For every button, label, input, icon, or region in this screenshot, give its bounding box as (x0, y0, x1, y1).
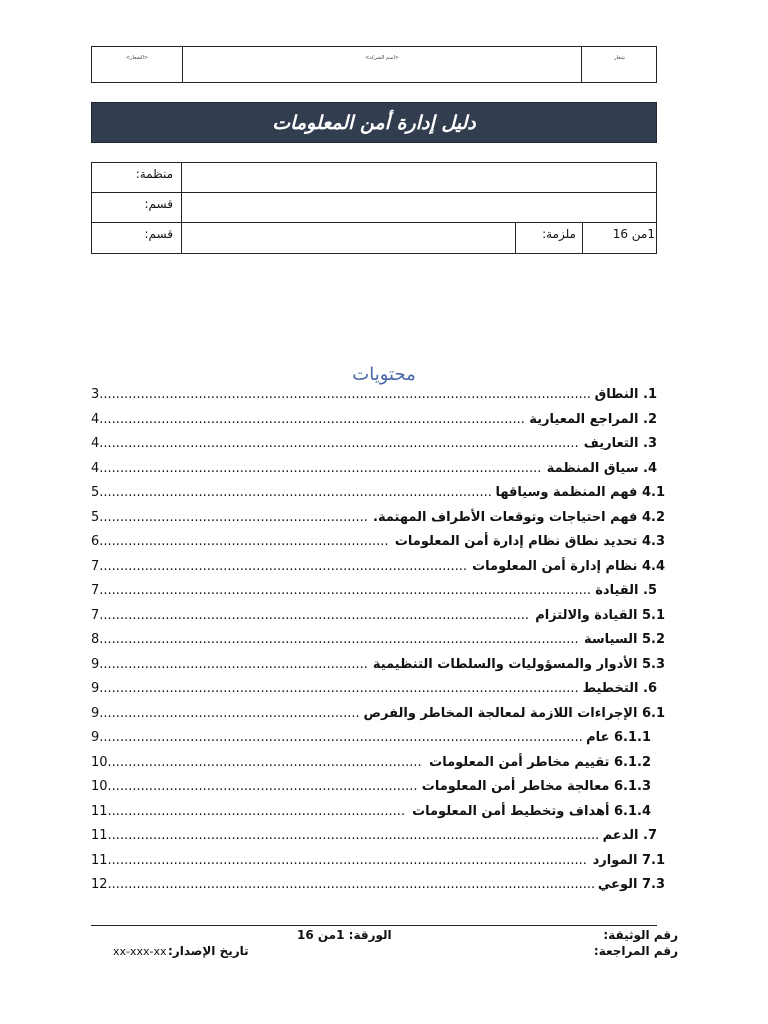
dot-leader: ..................................................................................................................... (99, 730, 583, 745)
organization-label: منظمة: (92, 163, 182, 192)
dot-leader: ....................................................................................................................... (99, 583, 592, 598)
toc-entry-title (603, 828, 657, 843)
document-title: دليل إدارة أمن المعلومات (91, 102, 657, 143)
toc-entry-leader (91, 755, 422, 770)
toc-entry-title (584, 632, 665, 647)
toc-entry-page: 4 (91, 460, 100, 476)
toc-entry-page: 4 (91, 436, 100, 451)
toc-entry-text: الإجراءات اللازمة لمعالجة المخاطر والفرص (363, 705, 638, 721)
dot-leader: ....................................................................................................................... (99, 387, 592, 402)
dot-leader: ............................................................... (99, 705, 360, 721)
toc-entry-title (583, 681, 657, 696)
toc-entry-page: 9 (91, 681, 100, 696)
toc-entry[interactable] (91, 776, 665, 801)
toc-entry-leader (91, 461, 541, 476)
toc-entry[interactable] (91, 874, 665, 899)
toc-entry-leader (91, 657, 368, 672)
footer-review-number: رقم المراجعة: (593, 944, 678, 958)
toc-entry-page: 12 (91, 877, 108, 892)
toc-entry-title (422, 779, 651, 794)
toc-entry-number: 5.3 (637, 656, 665, 672)
toc-entry-title (529, 412, 657, 427)
toc-entry-text: سياق المنظمة (546, 460, 639, 476)
toc-entry-title (535, 608, 665, 623)
toc-entry-number: 1. (638, 387, 657, 402)
footer-sheet: الورقة: 1من 16 (297, 928, 392, 942)
department-label: قسم: (92, 193, 182, 222)
toc-entry-title (547, 461, 657, 476)
toc-entry[interactable] (91, 605, 665, 630)
toc-entry-number: 6.1 (637, 705, 665, 721)
toc-entry[interactable] (91, 458, 665, 483)
toc-entry-leader (91, 828, 599, 843)
toc-entry-title (412, 804, 651, 819)
toc-entry-leader (91, 681, 579, 696)
toc-entry-title (472, 559, 665, 574)
toc-entry-number: 4.2 (637, 509, 665, 525)
toc-entry-leader (91, 387, 591, 402)
toc-entry[interactable] (91, 433, 665, 458)
toc-entry-text: التخطيط (582, 681, 639, 696)
dot-leader: ...................................................................... (99, 534, 389, 549)
toc-entry[interactable] (91, 507, 665, 532)
toc-entry-page: 7 (91, 583, 100, 598)
toc-entry-text: تقييم مخاطر أمن المعلومات (429, 754, 610, 770)
toc-entry-page: 10 (91, 754, 108, 770)
toc-entry-title (595, 583, 657, 598)
toc-entry[interactable] (91, 482, 665, 507)
toc-entry-number: 5.2 (637, 632, 665, 647)
toc-entry-text: الأدوار والمسؤوليات والسلطات التنظيمية (372, 656, 638, 672)
toc-entry-leader (91, 853, 587, 868)
toc-entry-leader (91, 412, 525, 427)
toc-entry[interactable] (91, 531, 665, 556)
toc-entry[interactable] (91, 850, 665, 875)
toc-entry-text: التعاريف (583, 436, 639, 451)
toc-entry-leader (91, 559, 467, 574)
toc-entry[interactable] (91, 678, 665, 703)
toc-entry-title (364, 706, 665, 721)
toc-entry-leader (91, 608, 529, 623)
toc-entry-number: 6.1.4 (609, 803, 651, 819)
document-header-box (91, 46, 657, 83)
toc-entry-page: 9 (91, 705, 100, 721)
toc-entry-text: القيادة (595, 583, 639, 598)
toc-entry-page: 9 (91, 730, 100, 745)
toc-entry[interactable] (91, 629, 665, 654)
toc-entry-title (598, 877, 665, 892)
dot-leader: ....................................................................................................... (99, 411, 525, 427)
toc-entry-number: 6.1.1 (609, 730, 651, 745)
dot-leader: .................................................................................................................... (99, 632, 579, 647)
dot-leader: .................................................................................................................... (99, 681, 579, 696)
binding-label: ملزمة: (515, 223, 583, 253)
toc-entry-title (584, 436, 657, 451)
toc-entry-title (495, 485, 665, 500)
toc-entry-number: 7.1 (637, 852, 665, 868)
toc-entry[interactable] (91, 654, 665, 679)
toc-entry[interactable] (91, 703, 665, 728)
toc-entry-leader (91, 534, 389, 549)
toc-entry[interactable] (91, 825, 665, 850)
toc-entry-number: 6. (638, 681, 657, 696)
dot-leader: ................................................................. (99, 509, 368, 525)
toc-entry-number: 5.1 (637, 607, 665, 623)
toc-entry-page: 5 (91, 485, 100, 500)
toc-entry-leader (91, 706, 360, 721)
table-of-contents (91, 384, 665, 899)
dot-leader: .................................................................................................................... (107, 852, 587, 868)
toc-entry-text: القيادة والالتزام (535, 607, 638, 623)
toc-entry-text: نظام إدارة أمن المعلومات (472, 558, 638, 574)
toc-entry-page: 4 (91, 411, 100, 427)
toc-entry-leader (91, 583, 591, 598)
footer-divider (91, 925, 657, 926)
toc-entry-number: 7.3 (637, 877, 665, 892)
dot-leader: ................................................................. (99, 656, 368, 672)
header-logo-label: شعار (581, 47, 657, 82)
toc-entry-page: 11 (91, 828, 108, 843)
toc-entry-number: 3. (638, 436, 657, 451)
dot-leader: ............................................................................ (107, 754, 422, 770)
dot-leader: ...................................................................................................................... (107, 877, 596, 892)
dot-leader: ........................................................................................................ (99, 607, 530, 623)
footer-issue-date-value: xx-xxx-xx (113, 945, 167, 958)
toc-entry-leader (91, 779, 417, 794)
toc-entry-number: 4.3 (637, 534, 665, 549)
toc-entry-page: 11 (91, 852, 108, 868)
toc-entry-page: 6 (91, 534, 100, 549)
toc-entry-page: 9 (91, 656, 100, 672)
toc-entry-number: 6.1.3 (609, 779, 651, 794)
toc-entry-leader (91, 632, 579, 647)
toc-entry-title (395, 534, 665, 549)
toc-entry-text: أهداف وتخطيط أمن المعلومات (412, 803, 610, 819)
toc-entry-text: المراجع المعيارية (529, 411, 639, 427)
toc-entry-number: 4.4 (637, 558, 665, 574)
toc-entry-page: 8 (91, 632, 100, 647)
toc-entry-leader (91, 485, 492, 500)
toc-entry-text: تحديد نطاق نظام إدارة أمن المعلومات (394, 534, 638, 549)
toc-entry-number: 5. (638, 583, 657, 598)
toc-entry-text: الوعي (597, 877, 638, 892)
info-table (91, 162, 657, 254)
dot-leader: ........................................................................ (107, 803, 406, 819)
toc-entry-text: الموارد (592, 852, 638, 868)
toc-entry-page: 5 (91, 509, 100, 525)
toc-entry-text: فهم احتياجات وتوقعات الأطراف المهتمة. (373, 509, 638, 525)
toc-entry-page: 3 (91, 387, 100, 402)
toc-entry-title (593, 853, 665, 868)
dot-leader: ........................................................................................................... (99, 460, 542, 476)
page-of-total: 1من 16 (612, 227, 655, 241)
toc-entry[interactable] (91, 580, 665, 605)
toc-entry-number: 7. (638, 828, 657, 843)
dot-leader: ....................................................................................................................... (107, 828, 600, 843)
toc-entry-number: 2. (638, 411, 657, 427)
toc-entry-leader (91, 730, 583, 745)
toc-entry-title (373, 657, 665, 672)
toc-entry-page: 10 (91, 779, 108, 794)
toc-entry-number: 6.1.2 (609, 754, 651, 770)
dot-leader: ............................................................................................... (99, 485, 492, 500)
toc-entry[interactable] (91, 752, 665, 777)
info-row-binding (92, 223, 656, 253)
toc-entry[interactable] (91, 384, 665, 409)
toc-entry-leader (91, 436, 579, 451)
toc-entry-page: 11 (91, 803, 108, 819)
toc-entry-title (595, 387, 657, 402)
toc-entry[interactable] (91, 409, 665, 434)
toc-entry-text: معالجة مخاطر أمن المعلومات (421, 779, 610, 794)
dot-leader: ......................................................................................... (99, 558, 468, 574)
header-company-name: <اسم الشركة> (182, 47, 581, 82)
toc-entry[interactable] (91, 727, 665, 752)
toc-entry-title (373, 510, 665, 525)
toc-entry-leader (91, 510, 368, 525)
info-row-organization (92, 163, 656, 193)
toc-entry-number: 4. (638, 460, 657, 476)
toc-entry-page: 7 (91, 607, 100, 623)
toc-entry-title (586, 730, 651, 745)
toc-entry-text: عام (586, 730, 610, 745)
toc-entry-text: النطاق (594, 387, 639, 402)
toc-entry-text: السياسة (584, 632, 638, 647)
toc-entry-text: فهم المنظمة وسياقها (495, 485, 638, 500)
toc-heading: محتويات (352, 364, 416, 385)
toc-entry[interactable] (91, 801, 665, 826)
toc-entry-page: 7 (91, 558, 100, 574)
toc-entry-leader (91, 804, 405, 819)
toc-entry-text: الدعم (602, 828, 639, 843)
toc-entry-number: 4.1 (637, 485, 665, 500)
toc-entry-leader (91, 877, 595, 892)
toc-entry-title (429, 755, 651, 770)
toc-entry[interactable] (91, 556, 665, 581)
footer-issue-date-label: تاريخ الإصدار: (168, 944, 249, 958)
info-row-department (92, 193, 656, 223)
header-logo-placeholder: <الشعار> (125, 55, 149, 61)
department-label-2: قسم: (92, 223, 182, 253)
dot-leader: .................................................................................................................... (99, 436, 579, 451)
dot-leader: ........................................................................... (107, 779, 418, 794)
footer-doc-number: رقم الوثيقة: (603, 928, 678, 942)
